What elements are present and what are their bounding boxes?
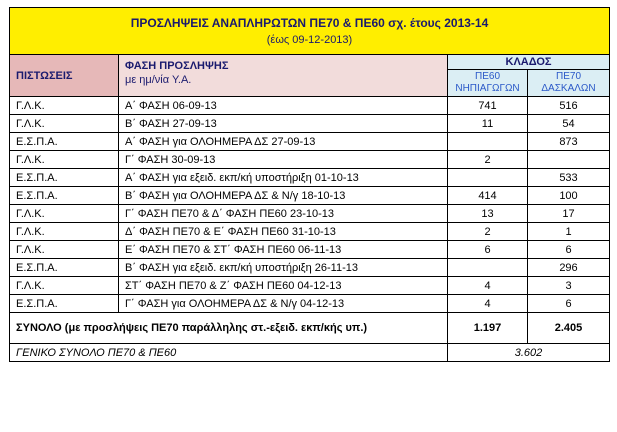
table-row bbox=[10, 97, 610, 115]
cell-pe60 bbox=[448, 259, 528, 277]
header-pe70-code: ΠΕ70 bbox=[555, 71, 581, 82]
cell-pe70: 296 bbox=[528, 259, 610, 277]
title-row bbox=[10, 8, 610, 55]
table-row bbox=[10, 223, 610, 241]
cell-fasi: Α΄ ΦΑΣΗ για ΟΛΟΗΜΕΡΑ ΔΣ 27-09-13 bbox=[119, 133, 448, 151]
cell-pistosi: Γ.Λ.Κ. bbox=[10, 223, 119, 241]
cell-pistosi: Γ.Λ.Κ. bbox=[10, 241, 119, 259]
cell-pistosi: Ε.Σ.Π.Α. bbox=[10, 133, 119, 151]
cell-pe60: 4 bbox=[448, 277, 528, 295]
table-row bbox=[10, 169, 610, 187]
header-pe70-name: ΔΑΣΚΑΛΩΝ bbox=[541, 83, 596, 94]
table-row bbox=[10, 241, 610, 259]
table-row bbox=[10, 187, 610, 205]
cell-pe70: 54 bbox=[528, 115, 610, 133]
cell-pistosi: Γ.Λ.Κ. bbox=[10, 277, 119, 295]
header-klados: ΚΛΑΔΟΣ bbox=[448, 55, 610, 70]
header-pe70 bbox=[528, 70, 610, 97]
cell-pe60: 2 bbox=[448, 223, 528, 241]
cell-pe60: 2 bbox=[448, 151, 528, 169]
cell-fasi: Β΄ ΦΑΣΗ 27-09-13 bbox=[119, 115, 448, 133]
cell-pistosi: Ε.Σ.Π.Α. bbox=[10, 169, 119, 187]
table-row bbox=[10, 205, 610, 223]
cell-pe70: 516 bbox=[528, 97, 610, 115]
cell-pistosi: Ε.Σ.Π.Α. bbox=[10, 295, 119, 313]
grand-total-value: 3.602 bbox=[448, 344, 610, 362]
cell-fasi: Δ΄ ΦΑΣΗ ΠΕ70 & Ε΄ ΦΑΣΗ ΠΕ60 31-10-13 bbox=[119, 223, 448, 241]
cell-fasi: Γ΄ ΦΑΣΗ 30-09-13 bbox=[119, 151, 448, 169]
cell-pe70: 533 bbox=[528, 169, 610, 187]
cell-fasi: Γ΄ ΦΑΣΗ ΠΕ70 & Δ΄ ΦΑΣΗ ΠΕ60 23-10-13 bbox=[119, 205, 448, 223]
cell-pe60 bbox=[448, 169, 528, 187]
cell-pistosi: Γ.Λ.Κ. bbox=[10, 115, 119, 133]
header-pistoseis: ΠΙΣΤΩΣΕΙΣ bbox=[10, 55, 119, 97]
table-title bbox=[10, 8, 610, 55]
cell-pe70: 6 bbox=[528, 295, 610, 313]
total-pe70: 2.405 bbox=[528, 313, 610, 344]
cell-pe60: 13 bbox=[448, 205, 528, 223]
cell-pe70: 1 bbox=[528, 223, 610, 241]
title-sub: (έως 09-12-2013) bbox=[266, 34, 353, 46]
cell-pe70 bbox=[528, 151, 610, 169]
title-main: ΠΡΟΣΛΗΨΕΙΣ ΑΝΑΠΛΗΡΩΤΩΝ ΠΕ70 & ΠΕ60 σχ. έτους 2013-14 bbox=[130, 16, 489, 30]
total-pe60: 1.197 bbox=[448, 313, 528, 344]
cell-fasi: Ε΄ ΦΑΣΗ ΠΕ70 & ΣΤ΄ ΦΑΣΗ ΠΕ60 06-11-13 bbox=[119, 241, 448, 259]
cell-pe60: 4 bbox=[448, 295, 528, 313]
header-fasi bbox=[119, 55, 448, 97]
cell-fasi: Α΄ ΦΑΣΗ 06-09-13 bbox=[119, 97, 448, 115]
recruitment-table-container bbox=[9, 7, 609, 362]
header-pe60 bbox=[448, 70, 528, 97]
cell-pistosi: Ε.Σ.Π.Α. bbox=[10, 187, 119, 205]
total-row bbox=[10, 313, 610, 344]
cell-pe70: 17 bbox=[528, 205, 610, 223]
table-row bbox=[10, 151, 610, 169]
table-row bbox=[10, 133, 610, 151]
cell-fasi: Γ΄ ΦΑΣΗ για ΟΛΟΗΜΕΡΑ ΔΣ & Ν/γ 04-12-13 bbox=[119, 295, 448, 313]
cell-pe70: 100 bbox=[528, 187, 610, 205]
cell-pistosi: Γ.Λ.Κ. bbox=[10, 205, 119, 223]
recruitment-table bbox=[9, 7, 610, 362]
header-fasi-subtitle: με ημ/νία Υ.Α. bbox=[125, 74, 192, 86]
cell-pistosi: Γ.Λ.Κ. bbox=[10, 151, 119, 169]
grand-total-label: ΓΕΝΙΚΟ ΣΥΝΟΛΟ ΠΕ70 & ΠΕ60 bbox=[10, 344, 448, 362]
cell-pistosi: Γ.Λ.Κ. bbox=[10, 97, 119, 115]
grand-total-row bbox=[10, 344, 610, 362]
cell-pistosi: Ε.Σ.Π.Α. bbox=[10, 259, 119, 277]
cell-pe60: 11 bbox=[448, 115, 528, 133]
header-fasi-title: ΦΑΣΗ ΠΡΟΣΛΗΨΗΣ bbox=[125, 60, 229, 72]
cell-pe70: 6 bbox=[528, 241, 610, 259]
cell-pe70: 873 bbox=[528, 133, 610, 151]
table-row bbox=[10, 259, 610, 277]
cell-fasi: Β΄ ΦΑΣΗ για εξειδ. εκπ/κή υποστήριξη 26-11-13 bbox=[119, 259, 448, 277]
cell-fasi: Α΄ ΦΑΣΗ για εξειδ. εκπ/κή υποστήριξη 01-10-13 bbox=[119, 169, 448, 187]
header-pe60-code: ΠΕ60 bbox=[474, 71, 500, 82]
table-row bbox=[10, 277, 610, 295]
cell-pe60: 414 bbox=[448, 187, 528, 205]
total-label: ΣΥΝΟΛΟ (με προσλήψεις ΠΕ70 παράλληλης στ.-εξειδ. εκπ/κής υπ.) bbox=[10, 313, 448, 344]
cell-pe60: 6 bbox=[448, 241, 528, 259]
cell-fasi: ΣΤ΄ ΦΑΣΗ ΠΕ70 & Ζ΄ ΦΑΣΗ ΠΕ60 04-12-13 bbox=[119, 277, 448, 295]
cell-pe70: 3 bbox=[528, 277, 610, 295]
table-row bbox=[10, 295, 610, 313]
cell-fasi: Β΄ ΦΑΣΗ για ΟΛΟΗΜΕΡΑ ΔΣ & Ν/γ 18-10-13 bbox=[119, 187, 448, 205]
cell-pe60 bbox=[448, 133, 528, 151]
header-row-1 bbox=[10, 55, 610, 70]
header-pe60-name: ΝΗΠΙΑΓΩΓΩΝ bbox=[455, 83, 520, 94]
cell-pe60: 741 bbox=[448, 97, 528, 115]
table-row bbox=[10, 115, 610, 133]
